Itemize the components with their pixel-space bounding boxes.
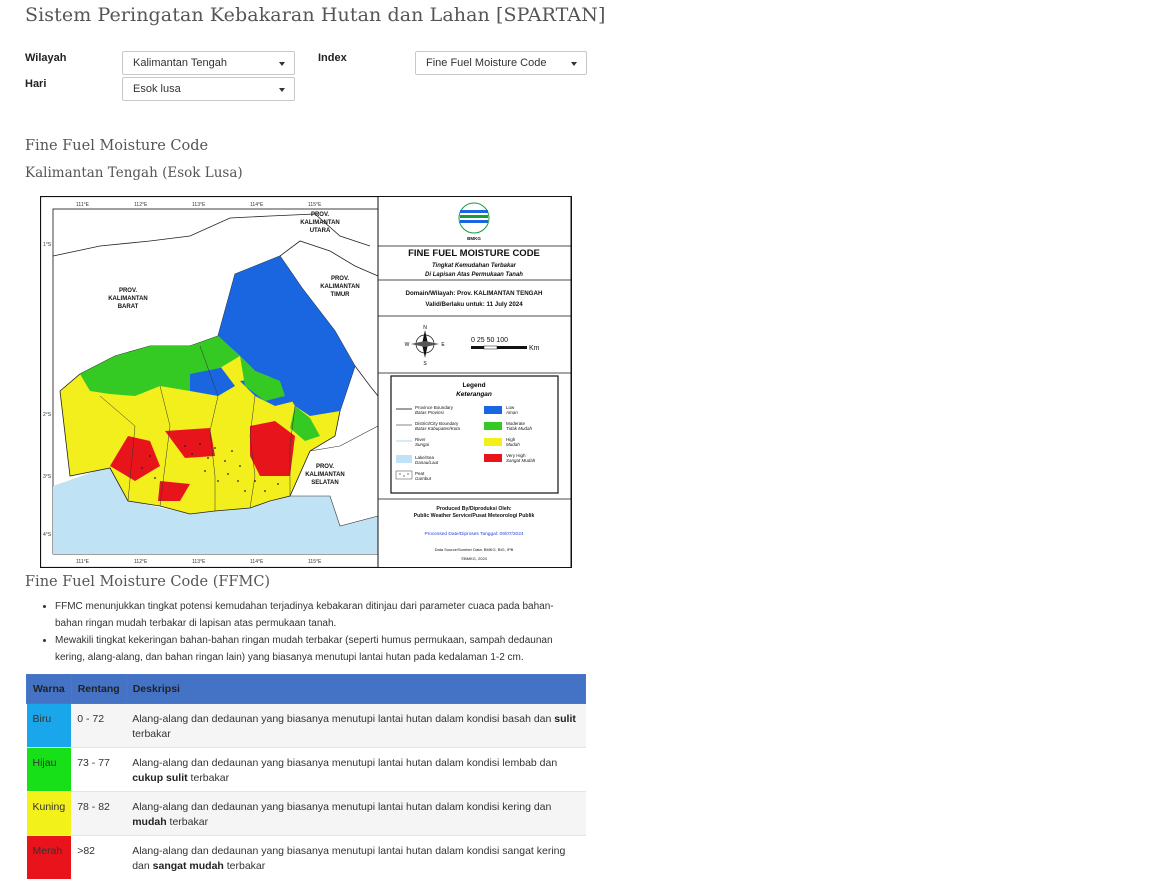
map-label-kaltara: PROV. xyxy=(311,212,329,218)
chevron-down-icon xyxy=(571,62,577,66)
description-cell: Alang-alang dan dedaunan yang biasanya menutupi lantai hutan dalam kondisi kering dan mudah terbakar xyxy=(126,792,585,836)
map-label-kalbar: KALIMANTAN xyxy=(108,296,148,302)
lon-tick: 111°E xyxy=(76,559,90,565)
table-row xyxy=(27,836,586,879)
color-cell: Merah xyxy=(27,836,72,879)
map-label-kaltara: KALIMANTAN xyxy=(300,220,340,226)
lat-tick: 4°S xyxy=(43,532,52,538)
list-item: • FFMC menunjukkan tingkat potensi kemudahan terjadinya kebakaran ditinjau dari parameter cuaca pada bahan- bahan ringan mudah terbakar di lapisan atas permukaan tanah. xyxy=(55,598,585,632)
copyright: ©BMKG, 2024 xyxy=(461,556,488,561)
svg-text:W: W xyxy=(405,342,410,348)
index-label: Index xyxy=(318,52,347,64)
legend-item: Mudah xyxy=(506,442,520,447)
legend-item: Lake/Sea xyxy=(415,455,435,460)
svg-text:S: S xyxy=(423,361,427,367)
legend-item: Gambut xyxy=(415,476,432,481)
legend-item: Aman xyxy=(505,410,518,415)
map-label-kaltim: PROV. xyxy=(331,276,349,282)
description-cell: Alang-alang dan dedaunan yang biasanya menutupi lantai hutan dalam kondisi sangat kering dan sangat mudah terbakar xyxy=(126,836,585,879)
legend-item: Sungai xyxy=(415,442,430,447)
hari-select[interactable] xyxy=(122,77,295,101)
color-cell: Hijau xyxy=(27,748,72,792)
lat-tick: 1°S xyxy=(43,242,52,248)
range-cell: 73 - 77 xyxy=(71,748,126,792)
legend-swatch xyxy=(484,406,502,414)
legend-item: High xyxy=(506,437,516,442)
hari-select-value: Esok lusa xyxy=(133,83,181,95)
map-domain: Domain/Wilayah: Prov. KALIMANTAN TENGAH xyxy=(406,290,543,297)
lon-tick: 113°E xyxy=(192,559,206,565)
page-title: Sistem Peringatan Kebakaran Hutan dan Lahan [SPARTAN] xyxy=(25,4,605,26)
section-subtitle: Kalimantan Tengah (Esok Lusa) xyxy=(25,165,243,181)
lat-tick: 3°S xyxy=(43,474,52,480)
lat-tick: 2°S xyxy=(43,412,52,418)
index-select-value: Fine Fuel Moisture Code xyxy=(426,57,546,69)
data-source: Data Source/Sumber Data: BMKG, BIG, IPB xyxy=(435,547,514,552)
produced-by: Produced By/Diproduksi Oleh: xyxy=(436,506,512,512)
legend-item: Province Boundary xyxy=(415,405,454,410)
table-row xyxy=(27,748,586,792)
lon-tick: 111°E xyxy=(76,202,90,208)
wilayah-select[interactable] xyxy=(122,51,295,75)
legend-item: Danau/Laut xyxy=(415,460,439,465)
map-label-kalsel: SELATAN xyxy=(311,480,338,486)
chevron-down-icon xyxy=(279,62,285,66)
range-cell: 0 - 72 xyxy=(71,704,126,748)
map-label-kalbar: BARAT xyxy=(118,304,139,310)
map-label-kalbar: PROV. xyxy=(119,288,137,294)
column-header-rentang: Rentang xyxy=(71,675,126,704)
svg-text:E: E xyxy=(441,342,445,348)
legend-item: Moderate xyxy=(506,421,526,426)
hari-label: Hari xyxy=(25,78,46,90)
legend-item: Batas Kabupaten/Kota xyxy=(415,426,461,431)
processed-date: Processed Date/Diproses Tanggal: 09/07/2024 xyxy=(424,531,523,537)
lon-tick: 115°E xyxy=(308,202,322,208)
index-select[interactable] xyxy=(415,51,587,75)
lon-tick: 112°E xyxy=(134,202,148,208)
legend-item: Tidak Mudah xyxy=(506,426,532,431)
ffmc-bullets xyxy=(25,598,585,666)
chevron-down-icon xyxy=(279,88,285,92)
table-row xyxy=(27,704,586,748)
lon-tick: 113°E xyxy=(192,202,206,208)
ffmc-map xyxy=(40,196,572,568)
table-header-row xyxy=(27,675,586,704)
legend-item: Peat xyxy=(415,471,425,476)
column-header-deskripsi: Deskripsi xyxy=(126,675,585,704)
range-cell: >82 xyxy=(71,836,126,879)
list-item: • Mewakili tingkat kekeringan bahan-bahan ringan mudah terbakar (seperti humus permukaan, sampah dedaunan kering, alang-alang, dan bahan ringan lain) yang biasanya menutupi lantai hutan pada kedalaman 1-2 cm. xyxy=(55,632,585,666)
ffmc-table xyxy=(26,674,586,879)
produced-by: Public Weather Service/Pusat Meteorologi Publik xyxy=(414,513,535,519)
map-label-kaltara: UTARA xyxy=(310,228,331,234)
lon-tick: 114°E xyxy=(250,559,264,565)
range-cell: 78 - 82 xyxy=(71,792,126,836)
map-title: FINE FUEL MOISTURE CODE xyxy=(408,248,540,259)
legend-subtitle: Keterangan xyxy=(456,391,492,398)
description-cell: Alang-alang dan dedaunan yang biasanya menutupi lantai hutan dalam kondisi basah dan sulit terbakar xyxy=(126,704,585,748)
wilayah-label: Wilayah xyxy=(25,52,66,64)
legend-item: Sangat Mudah xyxy=(506,458,536,463)
svg-text:N: N xyxy=(423,325,427,331)
legend-item: Low xyxy=(506,405,515,410)
map-label-kalsel: PROV. xyxy=(316,464,334,470)
table-row xyxy=(27,792,586,836)
legend-title: Legend xyxy=(462,382,485,389)
map-valid: Valid/Berlaku untuk: 11 July 2024 xyxy=(425,301,523,308)
map-subtitle: Di Lapisan Atas Permukaan Tanah xyxy=(425,272,523,278)
legend-swatch xyxy=(484,422,502,430)
lon-tick: 112°E xyxy=(134,559,148,565)
lon-tick: 115°E xyxy=(308,559,322,565)
legend-item: District/City Boundary xyxy=(415,421,459,426)
legend-swatch xyxy=(484,454,502,462)
map-label-kalsel: KALIMANTAN xyxy=(305,472,345,478)
legend-swatch xyxy=(484,438,502,446)
lon-tick: 114°E xyxy=(250,202,264,208)
color-cell: Kuning xyxy=(27,792,72,836)
description-cell: Alang-alang dan dedaunan yang biasanya menutupi lantai hutan dalam kondisi lembab dan cukup sulit terbakar xyxy=(126,748,585,792)
map-label-kaltim: KALIMANTAN xyxy=(320,284,360,290)
scale-text: 0 25 50 100 xyxy=(471,337,508,344)
column-header-warna: Warna xyxy=(27,675,72,704)
section-title: Fine Fuel Moisture Code xyxy=(25,138,208,154)
map-label-kaltim: TIMUR xyxy=(331,292,351,298)
legend-item: River xyxy=(415,437,426,442)
legend-item: Batas Provinsi xyxy=(415,410,445,415)
color-cell: Biru xyxy=(27,704,72,748)
legend-item: Very High xyxy=(506,453,526,458)
wilayah-select-value: Kalimantan Tengah xyxy=(133,57,227,69)
scale-unit: Km xyxy=(529,345,540,352)
ffmc-heading: Fine Fuel Moisture Code (FFMC) xyxy=(25,574,270,590)
map-subtitle: Tingkat Kemudahan Terbakar xyxy=(432,263,517,269)
bmkg-logo-text: BMKG xyxy=(467,236,481,241)
